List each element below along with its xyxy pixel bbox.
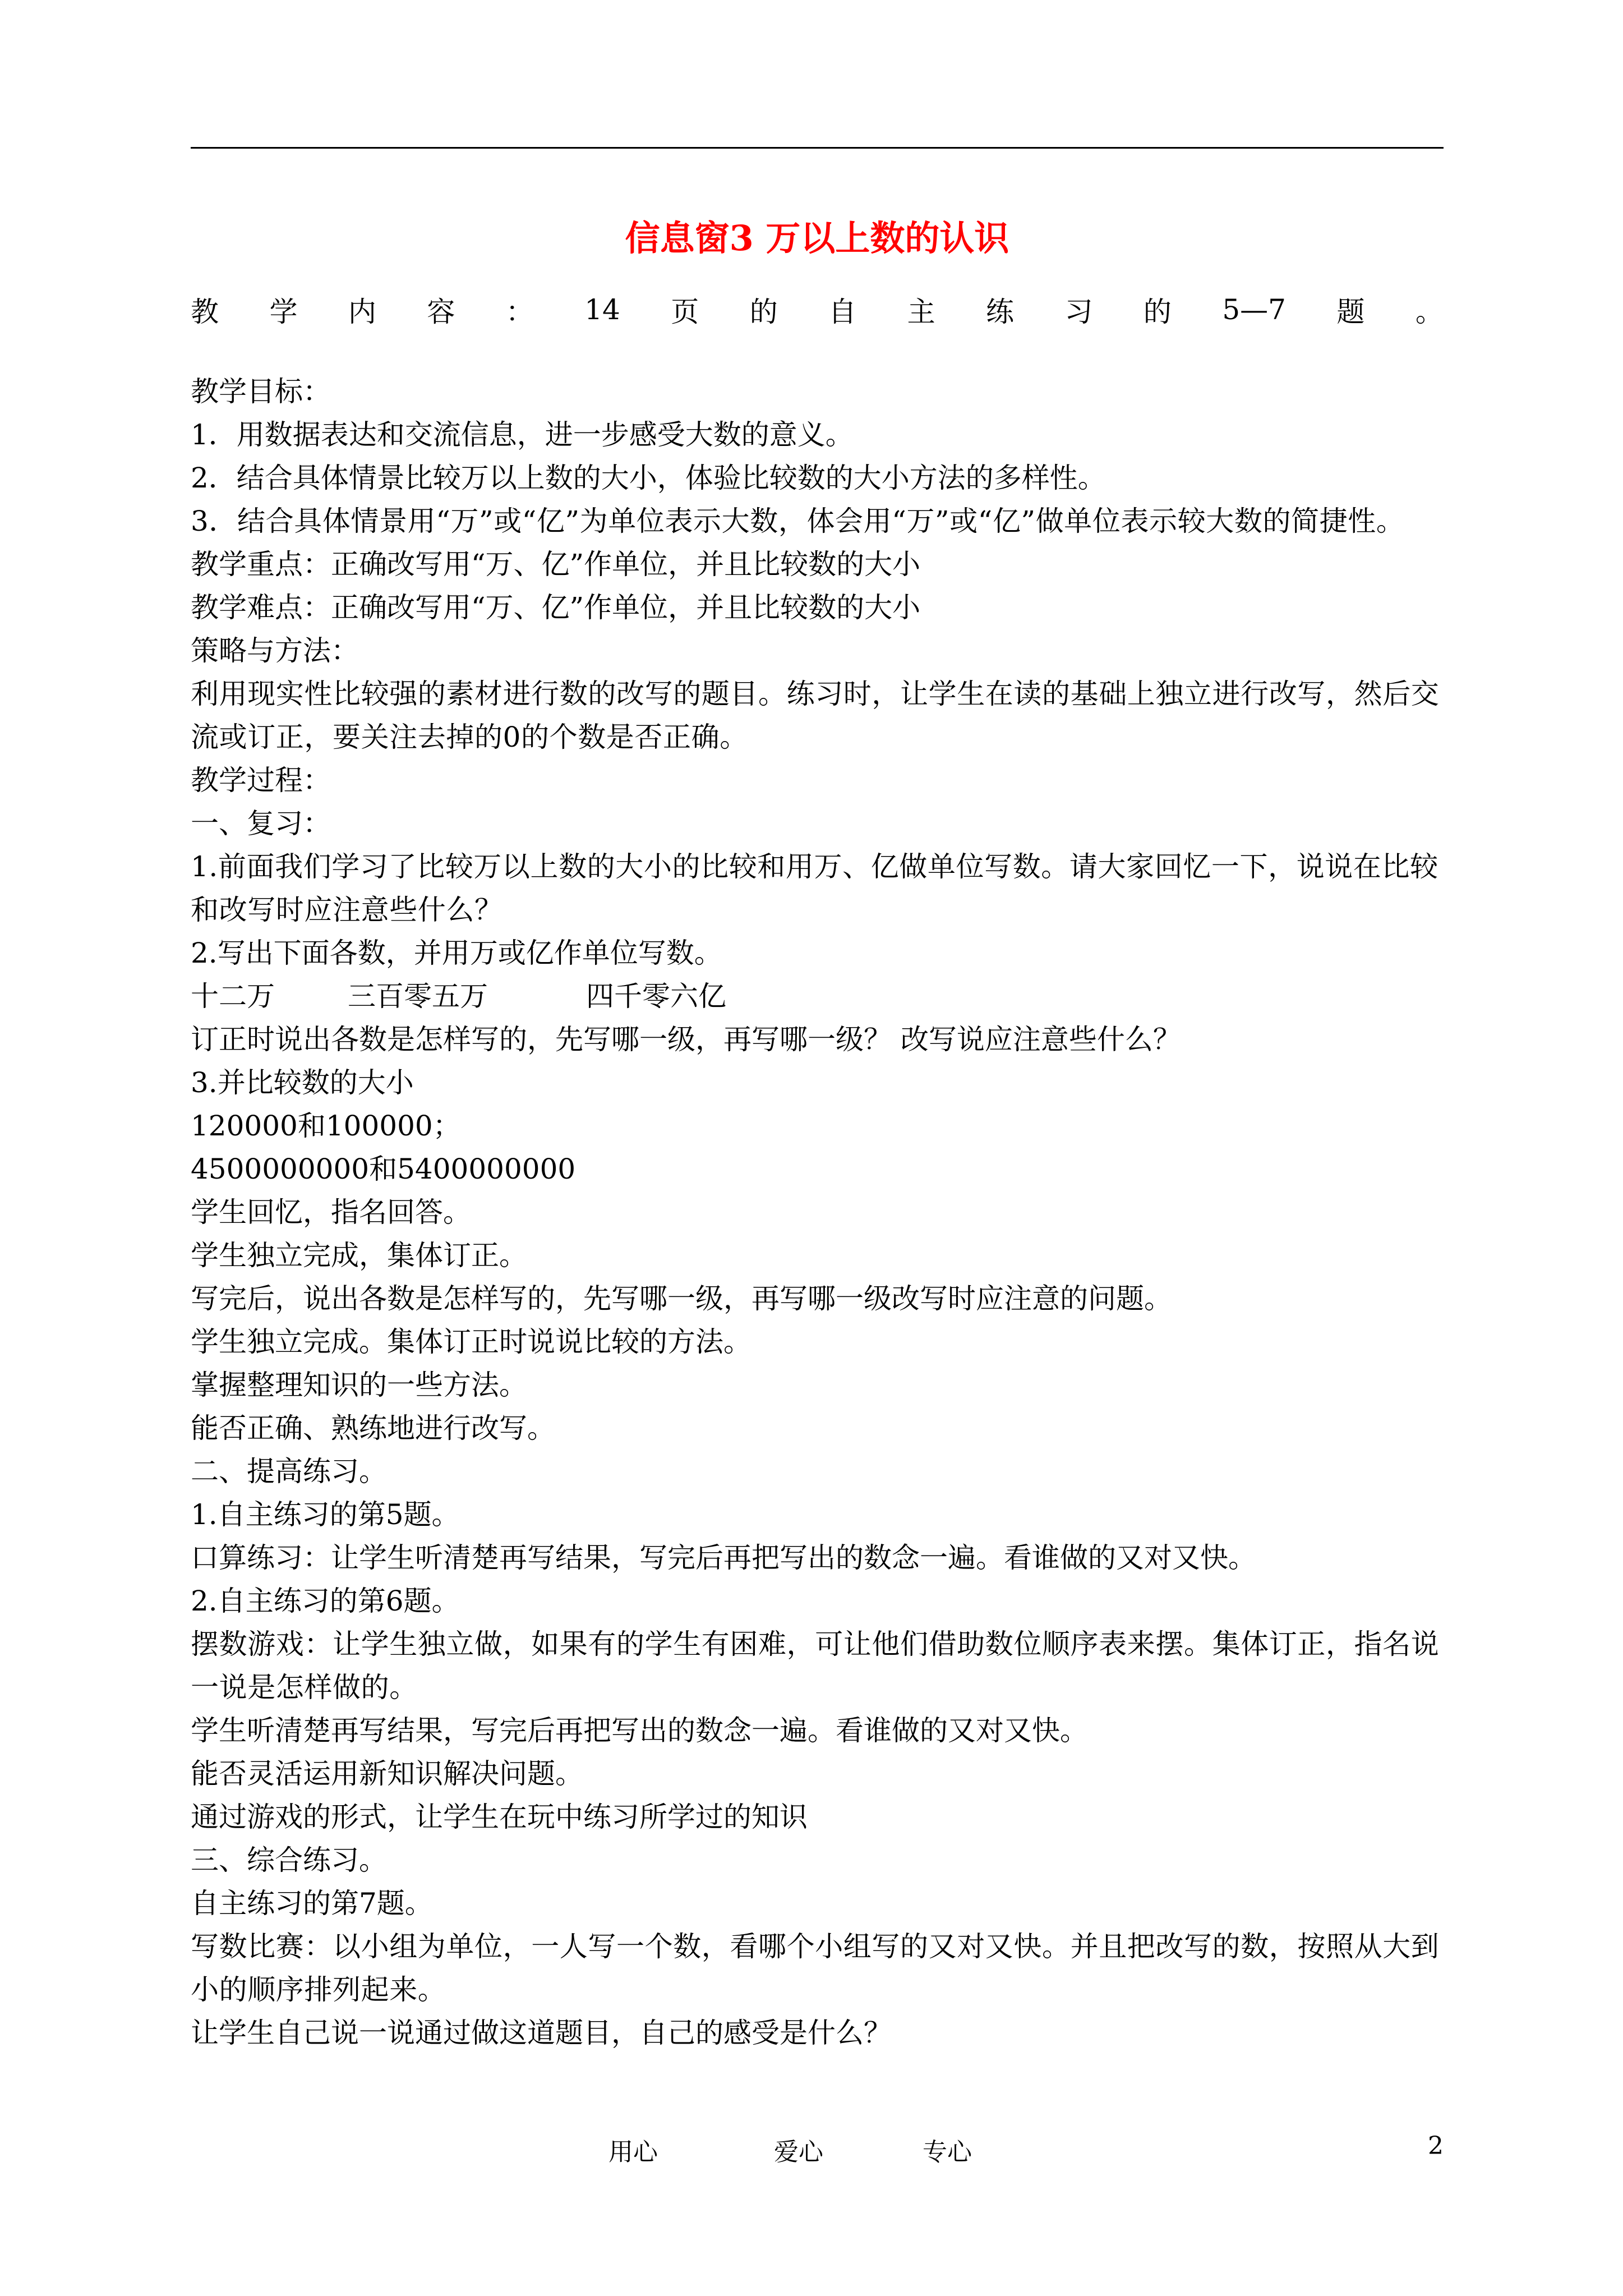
paragraph-line: 1.自主练习的第5题。 [191,1498,460,1531]
paragraph-line: 2.写出下面各数，并用万或亿作单位写数。 [191,937,722,969]
page-footer [191,2132,1444,2171]
section-heading: 二、提高练习。 [191,1455,387,1488]
section-heading: 教学目标： [191,375,331,408]
content-char: 容 [427,296,455,328]
number-item: 十二万 [191,980,275,1013]
content-char: 的 [749,296,778,328]
paragraph-line: 1.前面我们学习了比较万以上数的大小的比较和用万、亿做单位写数。请大家回忆一下，说说在比较和改写时应注意些什么？ [191,850,1438,926]
paragraph-line: 教学重点：正确改写用“万、亿”作单位，并且比较数的大小 [191,548,921,581]
section-heading: 策略与方法： [191,634,359,667]
number-item: 三百零五万 [348,980,488,1013]
paragraph-line: 让学生自己说一说通过做这道题目，自己的感受是什么？ [191,2017,892,2049]
paragraph-line: 学生独立完成。集体订正时说说比较的方法。 [191,1326,751,1358]
section-heading: 一、复习： [191,807,331,840]
paragraph-line: 1．用数据表达和交流信息，进一步感受大数的意义。 [191,418,854,451]
paragraph-line: 通过游戏的形式，让学生在玩中练习所学过的知识 [191,1801,808,1833]
content-char: 自 [828,296,857,328]
paragraph-line: 学生听清楚再写结果，写完后再把写出的数念一遍。看谁做的又对又快。 [191,1714,1088,1747]
content-char: 的 [1143,296,1172,328]
page-number: 2 [1428,2132,1444,2160]
number-item: 四千零六亿 [586,980,726,1013]
content-char: 5—7 [1222,293,1286,326]
content-char: 主 [907,296,935,328]
footer-item: 爱心 [774,2138,823,2166]
footer-item: 用心 [608,2138,658,2166]
paragraph-line: 订正时说出各数是怎样写的，先写哪一级，再写哪一级？ 改写说应注意些什么？ [191,1023,1181,1056]
numbers-row [191,975,1444,1018]
content-char: 练 [986,296,1014,328]
paragraph-line: 写完后，说出各数是怎样写的，先写哪一级，再写哪一级改写时应注意的问题。 [191,1282,1172,1315]
content-char: 教 [191,296,219,328]
content-char: 题 [1336,296,1365,328]
content-char: ： [505,296,534,328]
paragraph-line: 2．结合具体情景比较万以上数的大小，体验比较数的大小方法的多样性。 [191,462,1106,494]
paragraph-line: 摆数游戏：让学生独立做，如果有的学生有困难，可让他们借助数位顺序表来摆。集体订正，指名说一说是怎样做的。 [191,1628,1440,1704]
document-body [191,370,1444,2055]
paragraph-line: 学生独立完成，集体订正。 [191,1239,527,1272]
paragraph-line: 2.自主练习的第6题。 [191,1585,460,1617]
section-heading: 教学过程： [191,764,331,797]
footer-item: 专心 [923,2138,972,2166]
content-char: 页 [671,296,699,328]
content-char: 内 [348,296,376,328]
paragraph-line: 掌握整理知识的一些方法。 [191,1369,527,1401]
content-char: 。 [1415,296,1444,328]
paragraph-line: 能否灵活运用新知识解决问题。 [191,1757,583,1790]
content-char: 学 [269,296,298,328]
content-char: 习 [1064,296,1093,328]
paragraph-line: 口算练习：让学生听清楚再写结果，写完后再把写出的数念一遍。看谁做的又对又快。 [191,1542,1256,1574]
header-rule [191,147,1444,149]
paragraph-line: 利用现实性比较强的素材进行数的改写的题目。练习时，让学生在读的基础上独立进行改写，然后交流或订正，要关注去掉的0的个数是否正确。 [191,678,1440,753]
paragraph-line: 写数比赛：以小组为单位，一人写一个数，看哪个小组写的又对又快。并且把改写的数，按照从大到小的顺序排列起来。 [191,1930,1440,2006]
paragraph-line: 教学难点：正确改写用“万、亿”作单位，并且比较数的大小 [191,591,921,624]
paragraph-line: 4500000000和5400000000 [191,1153,576,1185]
page-title: 信息窗3 万以上数的认识 [625,218,1009,259]
paragraph-line: 自主练习的第7题。 [191,1887,433,1920]
paragraph-line: 3．结合具体情景用“万”或“亿”为单位表示大数，体会用“万”或“亿”做单位表示较大数的简捷性。 [191,505,1405,537]
content-char: 14 [584,293,620,326]
paragraph-line: 120000和100000； [191,1110,461,1142]
section-heading: 三、综合练习。 [191,1844,387,1876]
paragraph-line: 能否正确、熟练地进行改写。 [191,1412,555,1444]
paragraph-line: 学生回忆，指名回答。 [191,1196,471,1228]
teaching-content-row [191,284,1444,335]
paragraph-line: 3.并比较数的大小 [191,1066,414,1099]
